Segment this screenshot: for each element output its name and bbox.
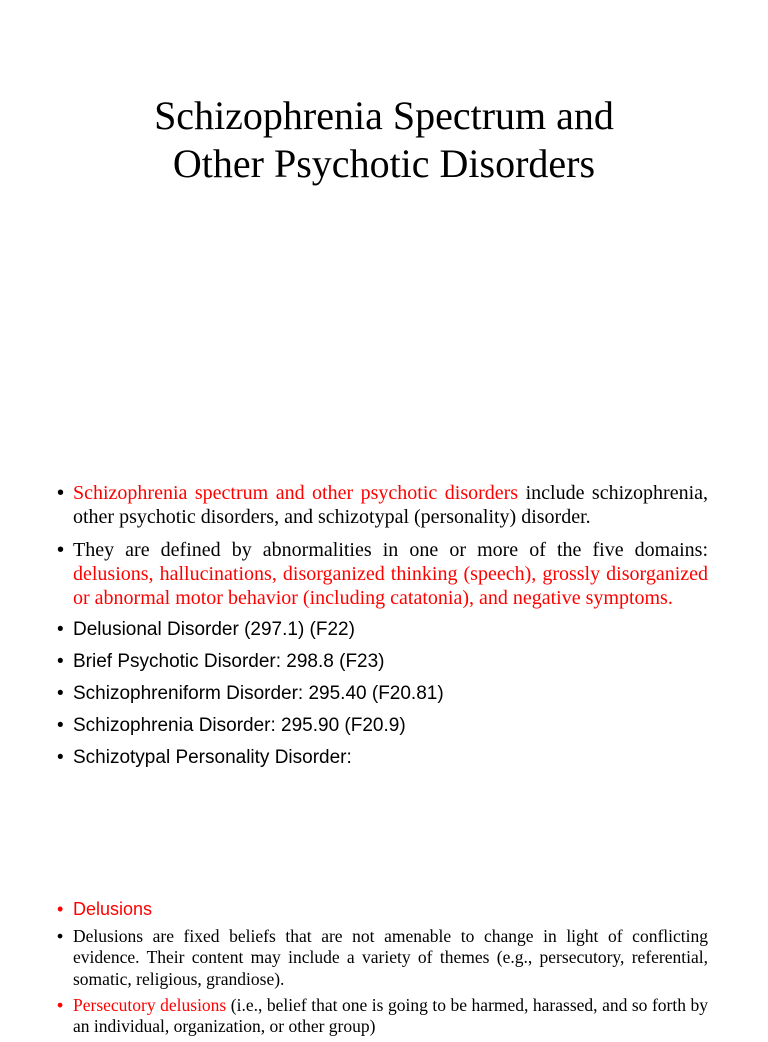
bullet-five-domains (57, 538, 708, 611)
bullet-marker: • (57, 619, 64, 641)
bullet-marker: • (57, 899, 64, 919)
bullet-persecutory-delusions (57, 995, 708, 1038)
disorder-label: Schizophreniform Disorder: 295.40 (F20.81) (73, 683, 444, 705)
bullet-marker: • (57, 994, 64, 1015)
bullet-marker: • (57, 538, 65, 561)
bullet-disorder-item (57, 746, 708, 770)
section-heading: Delusions (73, 899, 153, 919)
bullet-disorder-item (57, 650, 708, 674)
bullet-disorder-item (57, 682, 708, 706)
bullet-text: include schizophrenia, other psychotic disorders, and schizotypal (personality) disorder. (73, 482, 708, 529)
highlighted-domains: delusions, hallucinations, disorganized thinking (speech), grossly disorganized or abnormal motor behavior (including catatonia), and negative symptoms. (73, 562, 708, 610)
disorder-label: Schizotypal Personality Disorder: (73, 747, 352, 769)
bullet-spectrum-definition (57, 481, 708, 530)
bullet-delusions-definition (57, 926, 708, 990)
bullet-marker: • (57, 651, 64, 673)
bullet-disorder-item (57, 618, 708, 642)
bullet-marker: • (57, 482, 65, 504)
bullet-text: Delusions are fixed beliefs that are not amenable to change in light of conflicting evidence. Their content may include a variety of themes (e.g., persecutory, referential, somatic, religious, grandiose). (73, 926, 708, 989)
bullet-marker: • (57, 747, 64, 769)
disorder-label: Delusional Disorder (297.1) (F22) (73, 619, 355, 641)
bullet-marker: • (57, 715, 64, 737)
disorder-label: Schizophrenia Disorder: 295.90 (F20.9) (73, 715, 406, 737)
disorder-label: Brief Psychotic Disorder: 298.8 (F23) (73, 651, 385, 673)
highlighted-term: Persecutory delusions (73, 994, 227, 1015)
bullet-marker: • (57, 683, 64, 705)
bullet-marker: • (57, 926, 64, 946)
bullet-disorder-item (57, 714, 708, 738)
bullet-delusions-heading (57, 897, 708, 921)
title-line-1: Schizophrenia Spectrum and (154, 93, 614, 138)
bullet-text: (i.e., belief that one is going to be harmed, harassed, and so forth by an individual, organization, or other group) (73, 994, 708, 1037)
bullet-text: They are defined by abnormalities in one or more of the five domains: (73, 538, 708, 561)
overview-bullet-list (57, 481, 708, 778)
highlighted-term: Schizophrenia spectrum and other psychotic disorders (73, 482, 519, 504)
slide-title (60, 92, 708, 188)
delusions-bullet-list (57, 897, 708, 1042)
title-line-2: Other Psychotic Disorders (172, 141, 596, 186)
